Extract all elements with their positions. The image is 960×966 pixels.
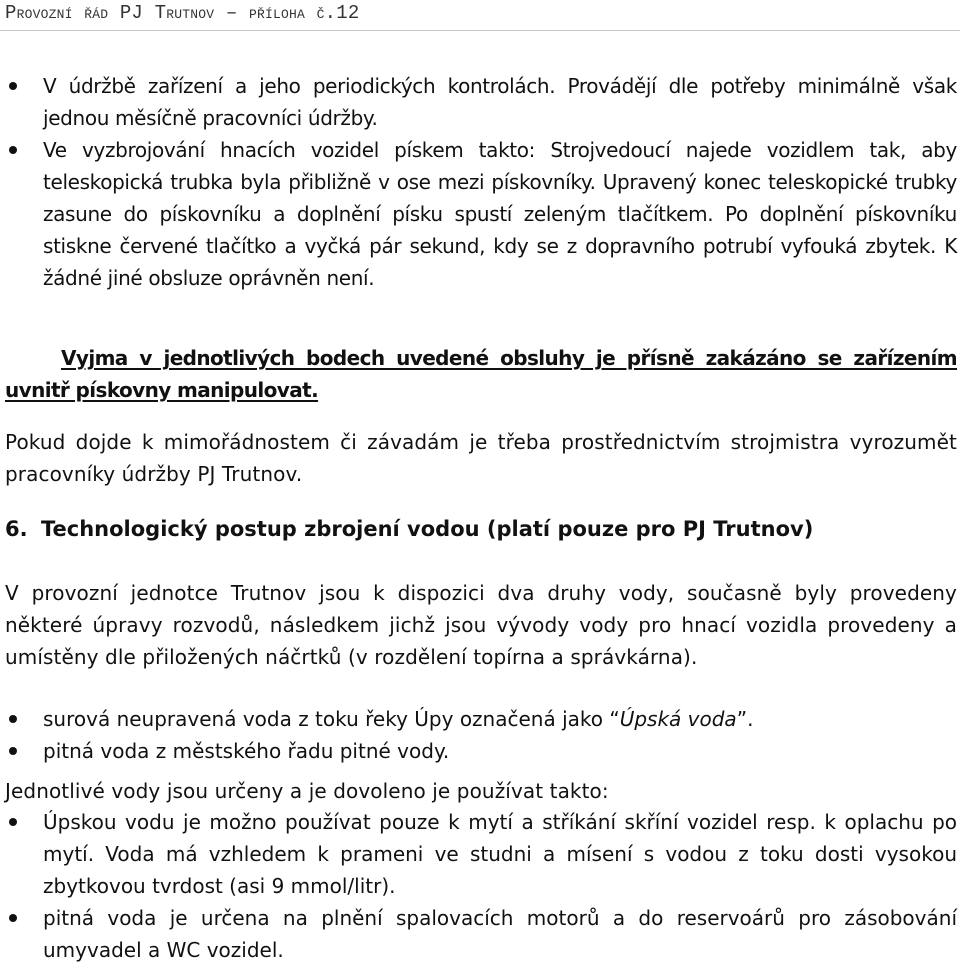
bullet-icon: [9, 82, 17, 90]
maintenance-notice: Pokud dojde k mimořádnostem či závadám je třeba prostřednictvím strojmistra vyrozumět pracovníky údržby PJ Trutnov.: [5, 430, 957, 486]
section-intro: V provozní jednotce Trutnov jsou k dispozici dva druhy vody, současně byly provedeny některé úpravy rozvodů, následkem jichž jsou vývody vody pro hnací vozidla provedeny a umístěny dle přiložených náčrtků (v rozdělení topírna a správkárna).: [5, 581, 957, 669]
list-item-text: Úpskou vodu je možno používat pouze k mytí a stříkání skříní vozidel resp. k oplachu po mytí. Voda má vzhledem k prameni ve studni a mísení s vodou z toku dosti vysokou zbytkovou tvrdost (asi 9 mmol/litr).: [43, 810, 957, 898]
list-item: [5, 735, 957, 767]
list-item: [5, 806, 957, 902]
water-types-list: [5, 703, 957, 767]
potable-water-text: pitná voda z městského řadu pitné vody.: [43, 739, 450, 763]
list-item-text: Ve vyzbrojování hnacích vozidel pískem takto: Strojvedoucí najede vozidlem tak, aby teleskopická trubka byla přibližně v ose mezi pískovníky. Upravený konec teleskopické trubky zasune do pískovníku a doplnění písku spustí zeleným tlačítkem. Po doplnění pískovníku stiskne červené tlačítko a vyčká pár sekund, kdy se z dopravního potrubí vyfouká zbytek. K žádné jiné obsluze oprávněn není.: [43, 138, 957, 290]
list-item: [5, 703, 957, 735]
water-types-section: [5, 703, 957, 767]
list-item: [5, 902, 957, 966]
section-title: Technologický postup zbrojení vodou (platí pouze pro PJ Trutnov): [41, 517, 814, 541]
bullet-icon: [9, 715, 17, 723]
top-bullet-section: [5, 70, 957, 294]
bullet-icon: [9, 914, 17, 922]
section-number: 6.: [5, 517, 28, 541]
raw-water-suffix: ”.: [736, 707, 754, 731]
bullet-icon: [9, 747, 17, 755]
raw-water-name: Úpská voda: [619, 707, 737, 731]
raw-water-prefix: surová neupravená voda z toku řeky Úpy označená jako “: [43, 707, 620, 731]
list-item-text: pitná voda je určena na plnění spalovacích motorů a do reservoárů pro zásobování umyvadel a WC vozidel.: [43, 906, 957, 962]
usage-section: [5, 806, 957, 966]
page-header: Provozní řád PJ Trutnov – příloha č.12: [5, 2, 360, 24]
header-divider: [0, 30, 960, 31]
section-heading: [5, 513, 957, 545]
usage-list: [5, 806, 957, 966]
list-item-text: V údržbě zařízení a jeho periodických kontrolách. Provádějí dle potřeby minimálně však jednou měsíčně pracovníci údržby.: [43, 74, 957, 130]
top-bullet-list: [5, 70, 957, 294]
prohibition-warning: Vyjma v jednotlivých bodech uvedené obsluhy je přísně zakázáno se zařízením uvnitř pískovny manipulovat.: [5, 346, 957, 402]
usage-intro: Jednotlivé vody jsou určeny a je dovoleno je používat takto:: [5, 779, 609, 803]
list-item: [5, 134, 957, 294]
bullet-icon: [9, 146, 17, 154]
bullet-icon: [9, 818, 17, 826]
list-item: [5, 70, 957, 134]
